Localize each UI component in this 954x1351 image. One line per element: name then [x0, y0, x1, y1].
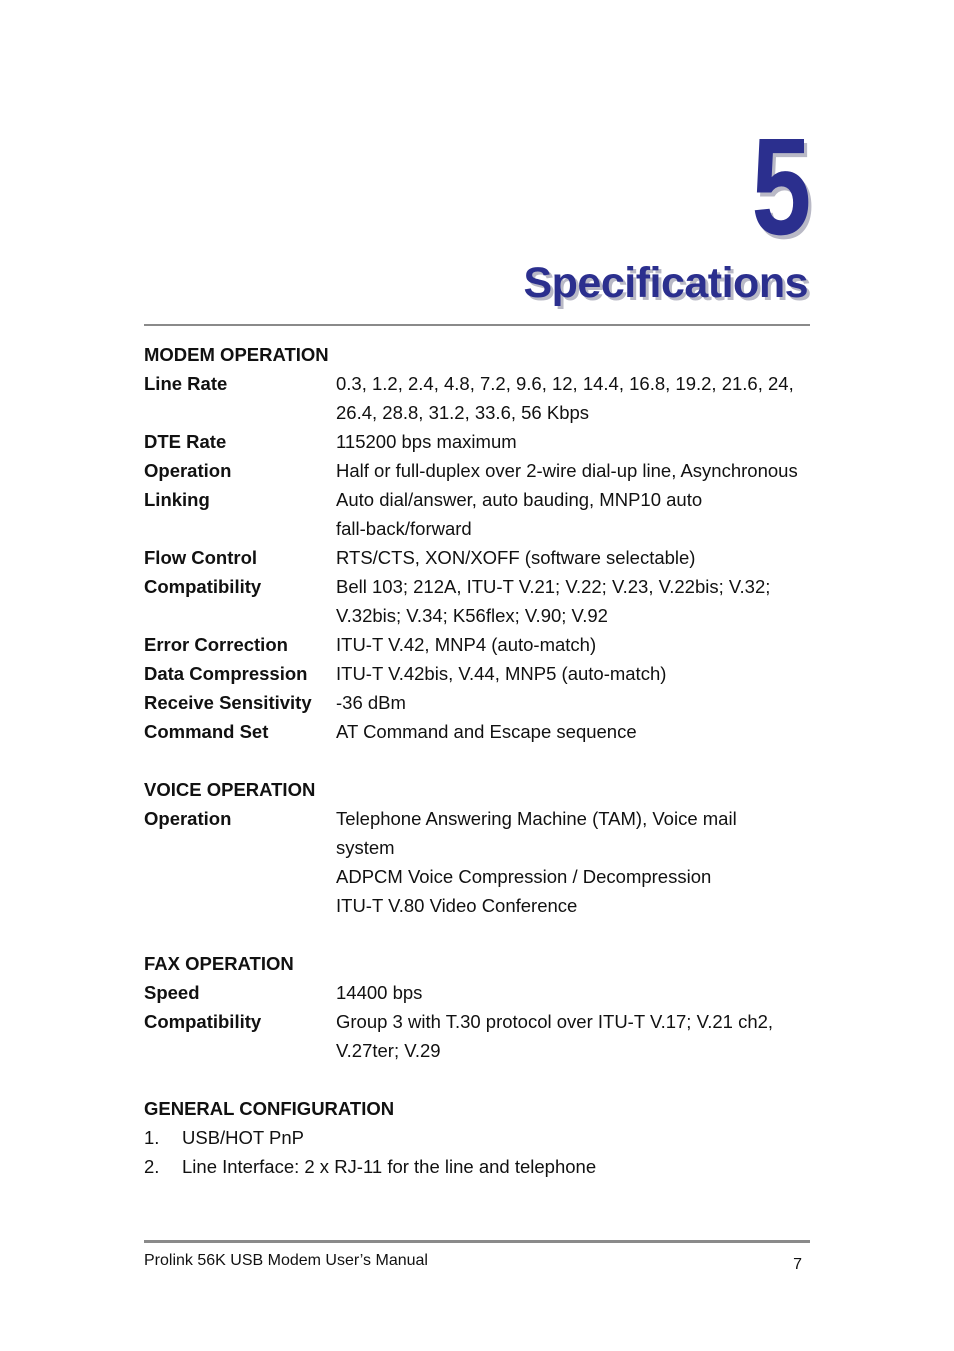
spec-value-line: V.32bis; V.34; K56flex; V.90; V.92 [336, 605, 608, 626]
header-divider [144, 324, 810, 326]
spec-value-line: fall-back/forward [336, 518, 472, 539]
spec-table-fax [144, 978, 834, 1065]
spec-value-line: ITU-T V.42, MNP4 (auto-match) [336, 634, 597, 655]
list-item-text: Line Interface: 2 x RJ-11 for the line and telephone [182, 1156, 597, 1177]
spec-value [336, 427, 834, 456]
list-item-number: 2. [144, 1156, 160, 1177]
spec-value [336, 659, 834, 688]
spec-value-line: system [336, 837, 395, 858]
spec-value [336, 717, 834, 746]
list-item [144, 1152, 834, 1181]
spec-label: Receive Sensitivity [144, 692, 312, 713]
spec-row [144, 630, 834, 659]
section-gap [144, 920, 834, 949]
spec-value [336, 369, 834, 427]
footer-divider [144, 1240, 810, 1243]
spec-label: Operation [144, 808, 232, 829]
page-number: 7 [793, 1256, 802, 1273]
spec-table-voice [144, 804, 834, 920]
spec-label: DTE Rate [144, 431, 227, 452]
spec-value-line: -36 dBm [336, 692, 406, 713]
spec-value-line: Bell 103; 212A, ITU-T V.21; V.22; V.23, V.22bis; V.32; [336, 576, 771, 597]
list-item [144, 1123, 834, 1152]
spec-row [144, 978, 834, 1007]
spec-row [144, 804, 834, 920]
section-gap [144, 1065, 834, 1094]
spec-value [336, 543, 834, 572]
spec-label: Data Compression [144, 663, 308, 684]
chapter-title: Specifications [523, 259, 808, 307]
spec-value [336, 1007, 834, 1065]
spec-value-line: ITU-T V.42bis, V.44, MNP5 (auto-match) [336, 663, 667, 684]
spec-label: Command Set [144, 721, 269, 742]
spec-label: Line Rate [144, 373, 228, 394]
spec-label: Operation [144, 460, 232, 481]
spec-value [336, 485, 834, 543]
spec-value-line: 14400 bps [336, 982, 423, 1003]
list-item-text: USB/HOT PnP [182, 1127, 305, 1148]
spec-label: Compatibility [144, 1011, 262, 1032]
spec-value [336, 572, 834, 630]
spec-value-line: 115200 bps maximum [336, 431, 517, 452]
section-title-voice: VOICE OPERATION [144, 779, 316, 800]
spec-row [144, 1007, 834, 1065]
spec-value [336, 456, 834, 485]
spec-value-line: ITU-T V.80 Video Conference [336, 895, 578, 916]
spec-row [144, 485, 834, 543]
spec-row [144, 427, 834, 456]
spec-label: Error Correction [144, 634, 288, 655]
spec-row [144, 543, 834, 572]
spec-value-line: AT Command and Escape sequence [336, 721, 637, 742]
spec-value-line: RTS/CTS, XON/XOFF (software selectable) [336, 547, 696, 568]
spec-table-modem [144, 369, 834, 746]
spec-value-line: Group 3 with T.30 protocol over ITU-T V.17; V.21 ch2, [336, 1011, 774, 1032]
section-title-fax: FAX OPERATION [144, 953, 294, 974]
spec-value-line: V.27ter; V.29 [336, 1040, 441, 1061]
footer-manual-title: Prolink 56K USB Modem User’s Manual [144, 1252, 428, 1269]
section-title-modem: MODEM OPERATION [144, 344, 329, 365]
chapter-number: 5 [751, 110, 810, 264]
spec-value-line: 0.3, 1.2, 2.4, 4.8, 7.2, 9.6, 12, 14.4, 16.8, 19.2, 21.6, 24, [336, 373, 794, 394]
spec-row [144, 369, 834, 427]
spec-value [336, 630, 834, 659]
spec-value [336, 978, 834, 1007]
spec-row [144, 572, 834, 630]
spec-value [336, 804, 834, 920]
spec-label: Linking [144, 489, 210, 510]
spec-content [144, 340, 834, 1181]
section-title-general: GENERAL CONFIGURATION [144, 1098, 395, 1119]
spec-value-line: 26.4, 28.8, 31.2, 33.6, 56 Kbps [336, 402, 590, 423]
spec-label: Speed [144, 982, 200, 1003]
spec-row [144, 659, 834, 688]
spec-value [336, 688, 834, 717]
spec-row [144, 688, 834, 717]
spec-row [144, 717, 834, 746]
section-gap [144, 746, 834, 775]
spec-value-line: Half or full-duplex over 2-wire dial-up line, Asynchronous [336, 460, 798, 481]
spec-value-line: Auto dial/answer, auto bauding, MNP10 auto [336, 489, 703, 510]
spec-value-line: ADPCM Voice Compression / Decompression [336, 866, 712, 887]
spec-label: Flow Control [144, 547, 258, 568]
list-item-number: 1. [144, 1127, 160, 1148]
spec-row [144, 456, 834, 485]
spec-label: Compatibility [144, 576, 262, 597]
spec-value-line: Telephone Answering Machine (TAM), Voice mail [336, 808, 737, 829]
